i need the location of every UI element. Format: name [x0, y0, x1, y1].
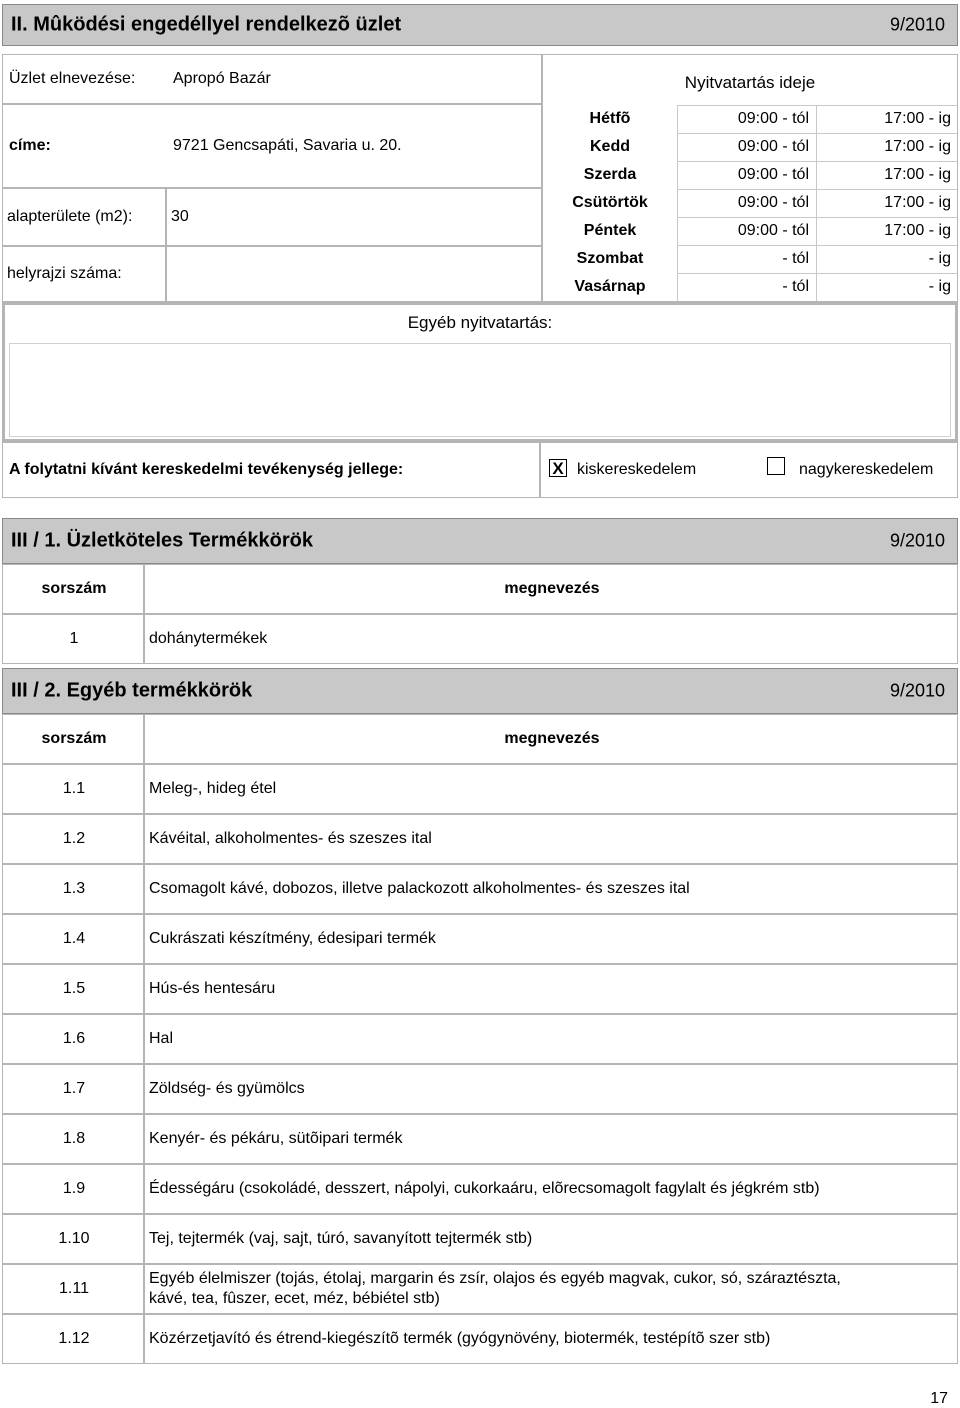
table-row [2, 764, 958, 814]
table-row [2, 614, 958, 664]
hours-day: Szerda [583, 166, 637, 183]
section-title: II. Mûködési engedéllyel rendelkezõ üzlet [11, 13, 402, 36]
address-row [2, 104, 542, 188]
row-number-cell [2, 864, 144, 914]
row-number: 1.3 [62, 880, 86, 897]
row-name-cell [144, 1164, 958, 1214]
table-row [2, 1314, 958, 1364]
product-table-iii-1 [2, 564, 958, 664]
row-number: 1.1 [62, 780, 86, 797]
table-row [2, 914, 958, 964]
table-row [2, 1064, 958, 1114]
hours-to: - ig [928, 250, 951, 267]
section-code: 9/2010 [889, 530, 945, 551]
row-number-cell [2, 764, 144, 814]
hours-day: Péntek [583, 222, 637, 239]
activity-label: A folytatni kívánt kereskedelmi tevékenység jellege: [9, 461, 404, 478]
row-number: 1.5 [62, 980, 86, 997]
row-name-cell [144, 764, 958, 814]
row-number-cell [2, 1264, 144, 1314]
shop-name-row [2, 54, 542, 104]
table-row [2, 1264, 958, 1314]
address-value: 9721 Gencsapáti, Savaria u. 20. [173, 137, 402, 154]
hours-row [543, 273, 957, 301]
hours-day: Kedd [590, 138, 630, 155]
row-name: Csomagolt kávé, dobozos, illetve palackozott alkoholmentes- és szeszes ital [149, 880, 690, 897]
row-name-cell [144, 1114, 958, 1164]
hours-day: Vasárnap [574, 278, 646, 295]
row-number-cell [2, 914, 144, 964]
header-cell-number [2, 564, 144, 614]
lot-value-cell [166, 246, 542, 302]
hours-to: 17:00 - ig [884, 166, 951, 183]
hours-from: 09:00 - tól [737, 138, 809, 155]
row-name [149, 1269, 841, 1309]
row-name: Édességáru (csokoládé, desszert, nápolyi, cukorkaáru, elõrecsomagolt fagylalt és jégkrém stb) [149, 1180, 820, 1197]
row-name: Kenyér- és pékáru, sütõipari termék [149, 1130, 403, 1147]
section-title: III / 2. Egyéb termékkörök [11, 679, 253, 702]
row-name: Meleg-, hideg étel [149, 780, 277, 797]
column-header-name: megnevezés [504, 580, 600, 597]
row-number: 1 [69, 630, 79, 647]
table-row [2, 1014, 958, 1064]
row-name: Kávéital, alkoholmentes- és szeszes ital [149, 830, 432, 847]
hours-from: 09:00 - tól [737, 194, 809, 211]
retail-label: kiskereskedelem [577, 461, 697, 478]
area-label: alapterülete (m2): [7, 208, 133, 225]
area-label-cell [2, 188, 166, 246]
row-name-cell [144, 1214, 958, 1264]
row-number: 1.12 [58, 1330, 90, 1347]
row-number: 1.7 [62, 1080, 86, 1097]
row-name: Tej, tejtermék (vaj, sajt, túró, savanyított tejtermék stb) [149, 1230, 533, 1247]
row-number: 1.10 [58, 1230, 90, 1247]
shop-name-label: Üzlet elnevezése: [9, 70, 136, 87]
hours-row [543, 133, 957, 161]
page-number: 17 [930, 1390, 948, 1407]
row-name-cell [144, 1264, 958, 1314]
row-number-cell [2, 964, 144, 1014]
column-header-name: megnevezés [504, 730, 600, 747]
row-name: Közérzetjavító és étrend-kiegészítõ termék (gyógynövény, biotermék, testépítõ szer stb) [149, 1330, 771, 1347]
row-name-cell [144, 1014, 958, 1064]
section-code: 9/2010 [889, 14, 945, 35]
table-row [2, 864, 958, 914]
row-number: 1.4 [62, 930, 86, 947]
row-name-cell [144, 914, 958, 964]
row-name-cell [144, 1314, 958, 1364]
header-cell-name [144, 714, 958, 764]
section-code: 9/2010 [889, 680, 945, 701]
table-header [2, 564, 958, 614]
row-number: 1.6 [62, 1030, 86, 1047]
row-number: 1.8 [62, 1130, 86, 1147]
hours-from: - tól [782, 278, 809, 295]
hours-to: - ig [928, 278, 951, 295]
row-name-cell [144, 614, 958, 664]
row-number-cell [2, 614, 144, 664]
hours-to: 17:00 - ig [884, 138, 951, 155]
hours-from: 09:00 - tól [737, 222, 809, 239]
row-name-line-1: Egyéb élelmiszer (tojás, étolaj, margarin és zsír, olajos és egyéb magvak, cukor, só, száraztészta, [149, 1270, 841, 1287]
activity-options-cell [540, 442, 958, 498]
wholesale-checkbox[interactable] [767, 457, 785, 475]
row-number-cell [2, 1014, 144, 1064]
row-name-cell [144, 864, 958, 914]
product-table-iii-2 [2, 714, 958, 1364]
row-number-cell [2, 1314, 144, 1364]
hours-to: 17:00 - ig [884, 110, 951, 127]
column-header-number: sorszám [41, 580, 107, 597]
hours-to: 17:00 - ig [884, 222, 951, 239]
row-number-cell [2, 1064, 144, 1114]
row-name: Hal [149, 1030, 174, 1047]
hours-row [543, 245, 957, 273]
section-header-ii [2, 4, 958, 46]
area-value-cell [166, 188, 542, 246]
row-number-cell [2, 1114, 144, 1164]
hours-day: Hétfõ [589, 110, 631, 127]
retail-checkbox[interactable]: X [549, 459, 567, 477]
row-name: dohánytermékek [149, 630, 268, 647]
hours-row [543, 161, 957, 189]
row-number: 1.11 [59, 1280, 89, 1297]
table-row [2, 1114, 958, 1164]
lot-label: helyrajzi száma: [7, 265, 122, 282]
section-header-iii-2 [2, 668, 958, 714]
lot-label-cell [2, 246, 166, 302]
row-name: Hús-és hentesáru [149, 980, 276, 997]
row-name-cell [144, 964, 958, 1014]
header-cell-number [2, 714, 144, 764]
row-name-cell [144, 814, 958, 864]
other-hours-field[interactable] [9, 343, 951, 437]
hours-to: 17:00 - ig [884, 194, 951, 211]
hours-day: Csütörtök [572, 194, 648, 211]
section-title: III / 1. Üzletköteles Termékkörök [11, 529, 313, 552]
shop-name-value: Apropó Bazár [173, 70, 271, 87]
opening-hours-title: Nyitvatartás ideje [684, 73, 816, 92]
address-label: címe: [9, 137, 51, 154]
other-hours-label: Egyéb nyitvatartás: [407, 313, 553, 332]
table-header [2, 714, 958, 764]
row-number-cell [2, 1214, 144, 1264]
hours-row [543, 105, 957, 133]
area-value: 30 [171, 208, 189, 225]
row-number-cell [2, 814, 144, 864]
row-name-line-2: kávé, tea, fûszer, ecet, méz, bébiétel stb) [149, 1290, 440, 1307]
row-number: 1.2 [62, 830, 86, 847]
header-cell-name [144, 564, 958, 614]
table-row [2, 964, 958, 1014]
other-hours-box [2, 302, 958, 442]
hours-row [543, 189, 957, 217]
opening-hours [542, 54, 958, 302]
hours-from: - tól [782, 250, 809, 267]
activity-label-cell [2, 442, 540, 498]
row-name: Cukrászati készítmény, édesipari termék [149, 930, 436, 947]
wholesale-label: nagykereskedelem [799, 461, 934, 478]
column-header-number: sorszám [41, 730, 107, 747]
hours-row [543, 217, 957, 245]
table-row [2, 1214, 958, 1264]
section-header-iii-1 [2, 518, 958, 564]
hours-day: Szombat [576, 250, 644, 267]
hours-from: 09:00 - tól [737, 166, 809, 183]
row-name: Zöldség- és gyümölcs [149, 1080, 305, 1097]
table-row [2, 1164, 958, 1214]
table-row [2, 814, 958, 864]
hours-from: 09:00 - tól [737, 110, 809, 127]
row-number-cell [2, 1164, 144, 1214]
row-name-cell [144, 1064, 958, 1114]
row-number: 1.9 [62, 1180, 86, 1197]
